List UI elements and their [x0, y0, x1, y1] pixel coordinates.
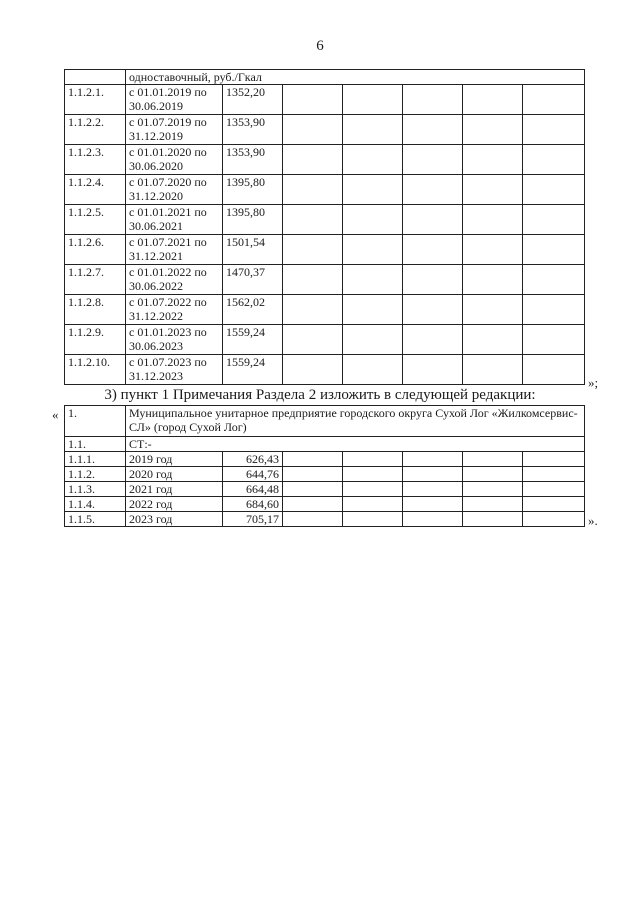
row-value: 664,48 [223, 482, 283, 497]
closing-quote-2: ». [588, 513, 598, 528]
table-header-row [65, 70, 585, 85]
empty-cell [283, 355, 343, 385]
empty-cell [343, 115, 403, 145]
empty-cell [403, 467, 463, 482]
empty-cell [523, 175, 585, 205]
empty-cell [463, 452, 523, 467]
empty-cell [283, 452, 343, 467]
row-code: 1.1.2.3. [65, 145, 126, 175]
row-value: 1352,20 [223, 85, 283, 115]
empty-cell [463, 265, 523, 295]
empty-cell [523, 115, 585, 145]
row-year: 2021 год [126, 482, 223, 497]
empty-cell [283, 325, 343, 355]
row-period: с 01.01.2019 по 30.06.2019 [126, 85, 223, 115]
st-label: СТ:- [126, 437, 585, 452]
empty-cell [403, 175, 463, 205]
empty-cell [523, 295, 585, 325]
empty-cell [463, 497, 523, 512]
st-code: 1.1. [65, 437, 126, 452]
empty-cell [463, 512, 523, 527]
empty-cell [403, 295, 463, 325]
tariff-table-2 [64, 405, 585, 527]
empty-cell [463, 295, 523, 325]
empty-cell [343, 295, 403, 325]
empty-cell [523, 497, 585, 512]
row-code: 1.1.2.9. [65, 325, 126, 355]
empty-cell [463, 85, 523, 115]
table-row [65, 295, 585, 325]
empty-cell [463, 235, 523, 265]
row-code: 1.1.2.10. [65, 355, 126, 385]
row-period: с 01.01.2023 по 30.06.2023 [126, 325, 223, 355]
row-code: 1.1.2.6. [65, 235, 126, 265]
row-code: 1.1.2.8. [65, 295, 126, 325]
empty-cell [343, 452, 403, 467]
row-period: с 01.07.2021 по 31.12.2021 [126, 235, 223, 265]
row-value: 1395,80 [223, 175, 283, 205]
table-row [65, 512, 585, 527]
empty-cell [343, 497, 403, 512]
page-number: 6 [316, 38, 324, 54]
table-row [65, 115, 585, 145]
empty-cell [343, 205, 403, 235]
empty-cell [343, 235, 403, 265]
empty-cell [403, 265, 463, 295]
st-row [65, 437, 585, 452]
empty-cell [343, 467, 403, 482]
row-year: 2022 год [126, 497, 223, 512]
empty-cell [403, 497, 463, 512]
table-row [65, 235, 585, 265]
table-row [65, 175, 585, 205]
row-value: 1559,24 [223, 325, 283, 355]
empty-cell [523, 467, 585, 482]
empty-cell [283, 467, 343, 482]
empty-cell [523, 482, 585, 497]
table-cell [65, 70, 126, 85]
empty-cell [463, 115, 523, 145]
empty-cell [403, 325, 463, 355]
row-value: 1562,02 [223, 295, 283, 325]
empty-cell [523, 235, 585, 265]
empty-cell [523, 512, 585, 527]
tariff-type-label: одноставочный, руб./Гкал [126, 70, 585, 85]
row-period: с 01.07.2019 по 31.12.2019 [126, 115, 223, 145]
empty-cell [283, 497, 343, 512]
row-period: с 01.01.2020 по 30.06.2020 [126, 145, 223, 175]
table-row [65, 467, 585, 482]
empty-cell [343, 482, 403, 497]
row-code: 1.1.2.7. [65, 265, 126, 295]
row-year: 2020 год [126, 467, 223, 482]
empty-cell [403, 145, 463, 175]
table-row [65, 145, 585, 175]
organization-row [65, 406, 585, 437]
org-name: Муниципальное унитарное предприятие городского округа Сухой Лог «Жилкомсервис-СЛ» (город Сухой Лог) [126, 406, 585, 437]
empty-cell [523, 145, 585, 175]
row-period: с 01.01.2022 по 30.06.2022 [126, 265, 223, 295]
table-row [65, 355, 585, 385]
empty-cell [403, 482, 463, 497]
empty-cell [283, 115, 343, 145]
empty-cell [283, 512, 343, 527]
table-row [65, 205, 585, 235]
table-row [65, 452, 585, 467]
row-value: 1559,24 [223, 355, 283, 385]
empty-cell [403, 452, 463, 467]
empty-cell [283, 85, 343, 115]
table-row [65, 265, 585, 295]
empty-cell [523, 265, 585, 295]
row-code: 1.1.2.4. [65, 175, 126, 205]
empty-cell [403, 512, 463, 527]
row-value: 1353,90 [223, 115, 283, 145]
empty-cell [523, 205, 585, 235]
row-period: с 01.07.2022 по 31.12.2022 [126, 295, 223, 325]
empty-cell [343, 265, 403, 295]
empty-cell [523, 85, 585, 115]
row-value: 684,60 [223, 497, 283, 512]
opening-quote: « [52, 407, 59, 422]
empty-cell [343, 85, 403, 115]
table-row [65, 482, 585, 497]
row-code: 1.1.2.5. [65, 205, 126, 235]
empty-cell [403, 85, 463, 115]
row-code: 1.1.1. [65, 452, 126, 467]
row-code: 1.1.2. [65, 467, 126, 482]
empty-cell [283, 145, 343, 175]
tariff-table-1 [64, 69, 585, 385]
empty-cell [283, 205, 343, 235]
empty-cell [403, 115, 463, 145]
empty-cell [403, 235, 463, 265]
empty-cell [463, 325, 523, 355]
amendment-instruction: 3) пункт 1 Примечания Раздела 2 изложить в следующей редакции: [104, 387, 536, 403]
row-value: 1470,37 [223, 265, 283, 295]
empty-cell [523, 325, 585, 355]
empty-cell [523, 452, 585, 467]
row-period: с 01.07.2023 по 31.12.2023 [126, 355, 223, 385]
empty-cell [343, 175, 403, 205]
row-value: 1353,90 [223, 145, 283, 175]
row-value: 1501,54 [223, 235, 283, 265]
empty-cell [283, 295, 343, 325]
row-code: 1.1.3. [65, 482, 126, 497]
table-row [65, 497, 585, 512]
row-value: 626,43 [223, 452, 283, 467]
row-value: 1395,80 [223, 205, 283, 235]
empty-cell [283, 235, 343, 265]
table-row [65, 85, 585, 115]
empty-cell [463, 355, 523, 385]
empty-cell [283, 265, 343, 295]
empty-cell [343, 145, 403, 175]
row-year: 2019 год [126, 452, 223, 467]
empty-cell [463, 467, 523, 482]
row-period: с 01.07.2020 по 31.12.2020 [126, 175, 223, 205]
empty-cell [283, 175, 343, 205]
empty-cell [343, 512, 403, 527]
closing-quote-1: »; [588, 375, 599, 390]
row-period: с 01.01.2021 по 30.06.2021 [126, 205, 223, 235]
row-code: 1.1.2.1. [65, 85, 126, 115]
empty-cell [463, 482, 523, 497]
empty-cell [463, 175, 523, 205]
empty-cell [523, 355, 585, 385]
row-year: 2023 год [126, 512, 223, 527]
empty-cell [283, 482, 343, 497]
empty-cell [343, 355, 403, 385]
row-value: 705,17 [223, 512, 283, 527]
empty-cell [403, 355, 463, 385]
empty-cell [463, 145, 523, 175]
empty-cell [403, 205, 463, 235]
empty-cell [463, 205, 523, 235]
row-code: 1.1.2.2. [65, 115, 126, 145]
org-code: 1. [65, 406, 126, 437]
row-code: 1.1.5. [65, 512, 126, 527]
empty-cell [343, 325, 403, 355]
table-row [65, 325, 585, 355]
row-code: 1.1.4. [65, 497, 126, 512]
row-value: 644,76 [223, 467, 283, 482]
